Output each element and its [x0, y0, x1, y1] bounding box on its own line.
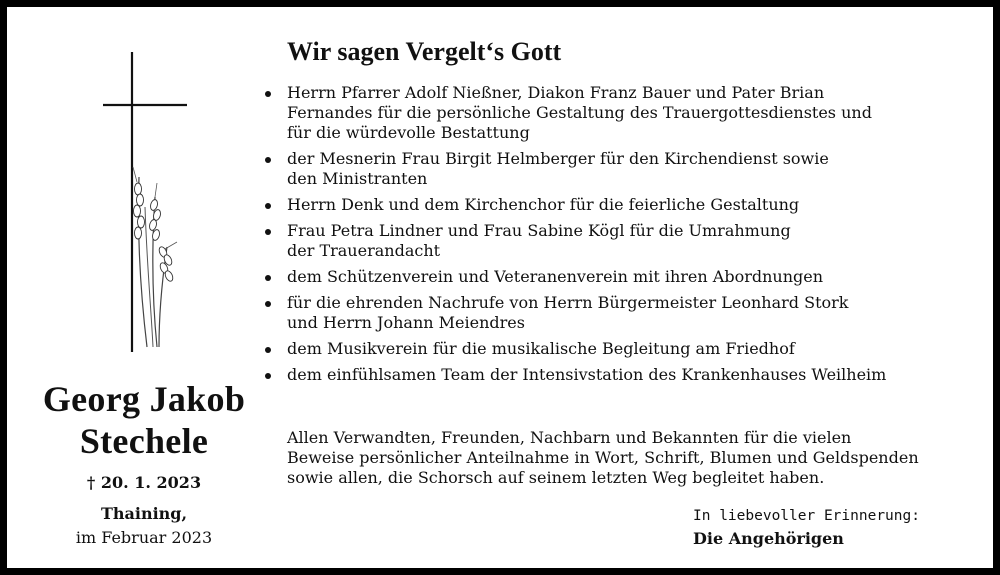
- closing-paragraph: Allen Verwandten, Freunden, Nachbarn und Bekannten für die vielen Beweise persönlicher Anteilnahme in Wort, Schrift, Blumen und Geldspenden sowie allen, die Schorsch auf seinem letzten Weg begleitet haben.: [287, 428, 919, 487]
- bullet-icon: [265, 157, 271, 163]
- bullet-icon: [265, 229, 271, 235]
- death-date: † 20. 1. 2023: [86, 473, 202, 492]
- list-item-text: dem Musikverein für die musikalische Begleitung am Friedhof: [287, 339, 795, 358]
- thanks-list: [265, 83, 985, 391]
- bullet-icon: [265, 347, 271, 353]
- list-item: [265, 267, 985, 287]
- list-item-text: dem einfühlsamen Team der Intensivstation des Krankenhauses Weilheim: [287, 365, 887, 384]
- list-item-text: für die ehrenden Nachrufe von Herrn Bürgermeister Leonhard Stork und Herrn Johann Meiendres: [287, 293, 849, 332]
- list-item-text: Herrn Pfarrer Adolf Nießner, Diakon Franz Bauer und Pater Brian Fernandes für die persönliche Gestaltung des Trauergottesdienstes und für die würdevolle Bestattung: [287, 83, 872, 142]
- bullet-icon: [265, 203, 271, 209]
- list-item-text: der Mesnerin Frau Birgit Helmberger für den Kirchendienst sowie den Ministranten: [287, 149, 829, 188]
- list-item-text: Frau Petra Lindner und Frau Sabine Kögl für die Umrahmung der Trauerandacht: [287, 221, 791, 260]
- list-item-text: dem Schützenverein und Veteranenverein mit ihren Abordnungen: [287, 267, 824, 286]
- list-item: [265, 149, 985, 189]
- deceased-first-names: Georg Jakob: [42, 379, 246, 419]
- deceased-last-name: Stechele: [79, 421, 209, 461]
- signature-line: In liebevoller Erinnerung:: [693, 508, 920, 524]
- list-item: [265, 365, 985, 385]
- place-date: im Februar 2023: [75, 528, 213, 547]
- list-item: [265, 83, 985, 143]
- bullet-icon: [265, 373, 271, 379]
- bullet-icon: [265, 301, 271, 307]
- bullet-icon: [265, 91, 271, 97]
- signature-name: Die Angehörigen: [693, 529, 844, 548]
- cross-with-wheat-icon: [97, 47, 197, 357]
- list-item: [265, 293, 985, 333]
- list-item: [265, 195, 985, 215]
- page-title: Wir sagen Vergelt‘s Gott: [287, 37, 562, 66]
- place-name: Thaining,: [100, 504, 188, 523]
- list-item: [265, 339, 985, 359]
- bullet-icon: [265, 275, 271, 281]
- list-item: [265, 221, 985, 261]
- list-item-text: Herrn Denk und dem Kirchenchor für die feierliche Gestaltung: [287, 195, 800, 214]
